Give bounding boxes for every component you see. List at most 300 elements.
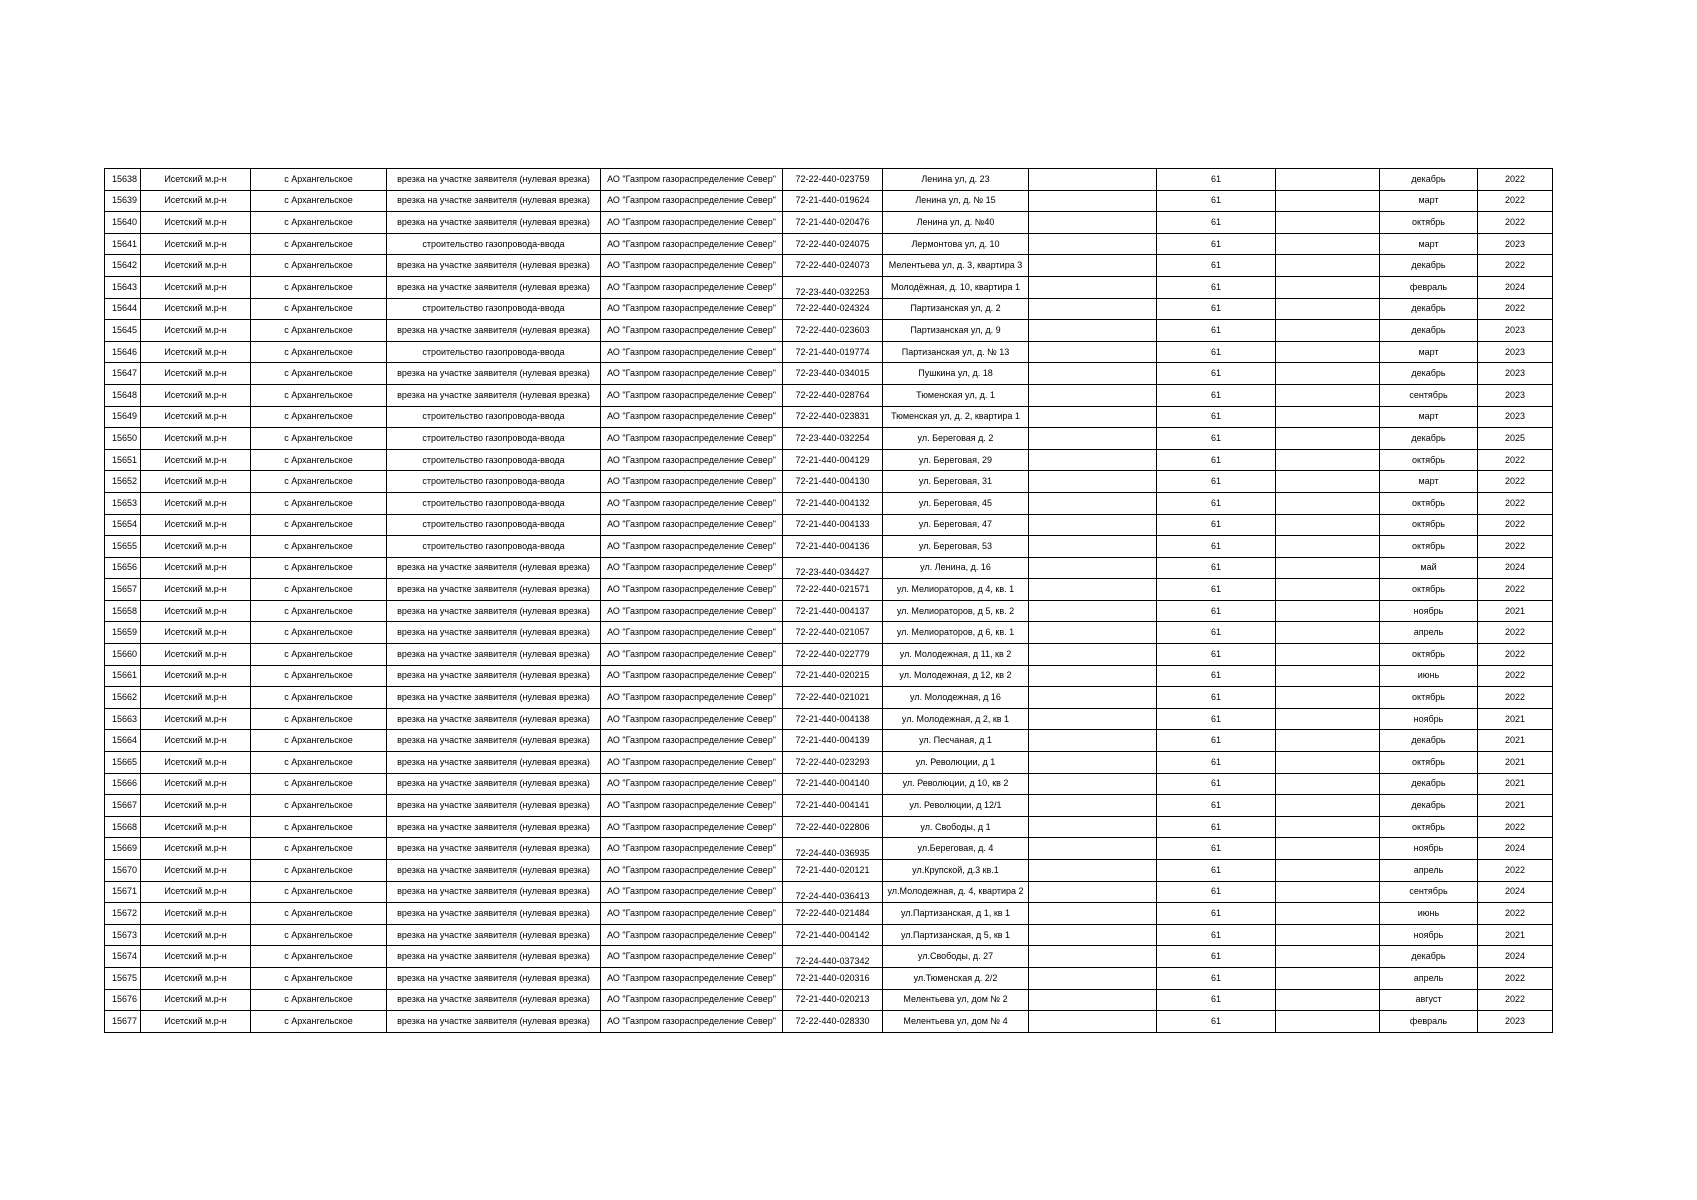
month-cell: декабрь [1380,773,1478,795]
work-type-cell: врезка на участке заявителя (нулевая врезка) [387,384,601,406]
work-type-cell: врезка на участке заявителя (нулевая врезка) [387,773,601,795]
number-cell: 61 [1157,838,1276,860]
table-row [105,514,1553,536]
organization-cell: АО "Газпром газораспределение Север" [601,622,783,644]
number-cell: 61 [1157,471,1276,493]
settlement-cell: с Архангельское [251,881,387,903]
number-cell: 61 [1157,428,1276,450]
month-cell: апрель [1380,860,1478,882]
empty-cell [1276,600,1380,622]
empty-cell [1276,946,1380,968]
cadastral-code-text: 72-24-440-036935 [795,848,870,859]
organization-cell: АО "Газпром газораспределение Север" [601,579,783,601]
organization-cell: АО "Газпром газораспределение Север" [601,773,783,795]
organization-cell: АО "Газпром газораспределение Север" [601,384,783,406]
organization-cell: АО "Газпром газораспределение Север" [601,363,783,385]
work-type-cell: строительство газопровода-ввода [387,514,601,536]
empty-cell [1276,449,1380,471]
number-cell: 61 [1157,1011,1276,1033]
year-cell: 2022 [1478,449,1553,471]
empty-cell [1276,838,1380,860]
number-cell: 61 [1157,622,1276,644]
empty-cell [1276,169,1380,191]
row-id-cell: 15648 [105,384,141,406]
month-cell: октябрь [1380,579,1478,601]
cadastral-code-cell: 72-21-440-004139 [783,730,883,752]
organization-cell: АО "Газпром газораспределение Север" [601,212,783,234]
work-type-cell: врезка на участке заявителя (нулевая врезка) [387,881,601,903]
address-cell: ул. Мелиораторов, д 6, кв. 1 [883,622,1029,644]
empty-cell [1029,579,1157,601]
empty-cell [1276,341,1380,363]
settlement-cell: с Архангельское [251,773,387,795]
district-cell: Исетский м.р-н [141,363,251,385]
number-cell: 61 [1157,276,1276,298]
settlement-cell: с Архангельское [251,860,387,882]
empty-cell [1029,989,1157,1011]
number-cell: 61 [1157,341,1276,363]
district-cell: Исетский м.р-н [141,514,251,536]
settlement-cell: с Архангельское [251,730,387,752]
table-row [105,622,1553,644]
empty-cell [1276,816,1380,838]
table-row [105,1011,1553,1033]
work-type-cell: врезка на участке заявителя (нулевая врезка) [387,967,601,989]
address-cell: ул.Свободы, д. 27 [883,946,1029,968]
month-cell: сентябрь [1380,384,1478,406]
organization-cell: АО "Газпром газораспределение Север" [601,471,783,493]
number-cell: 61 [1157,190,1276,212]
empty-cell [1029,708,1157,730]
address-cell: ул. Свободы, д 1 [883,816,1029,838]
cadastral-code-cell: 72-21-440-020121 [783,860,883,882]
cadastral-code-cell: 72-21-440-004130 [783,471,883,493]
month-cell: октябрь [1380,644,1478,666]
month-cell: декабрь [1380,795,1478,817]
address-cell: ул.Крупской, д.3 кв.1 [883,860,1029,882]
number-cell: 61 [1157,406,1276,428]
cadastral-code-text: 72-24-440-036413 [795,891,870,902]
number-cell: 61 [1157,860,1276,882]
empty-cell [1029,492,1157,514]
table-row [105,320,1553,342]
cadastral-code-cell: 72-22-440-021571 [783,579,883,601]
month-cell: декабрь [1380,730,1478,752]
settlement-cell: с Архангельское [251,471,387,493]
row-id-cell: 15640 [105,212,141,234]
address-cell: ул. Молодежная, д 12, кв 2 [883,665,1029,687]
empty-cell [1276,471,1380,493]
organization-cell: АО "Газпром газораспределение Север" [601,298,783,320]
cadastral-code-cell: 72-23-440-032254 [783,428,883,450]
table-row [105,795,1553,817]
cadastral-code-cell: 72-21-440-004140 [783,773,883,795]
address-cell: ул. Береговая д. 2 [883,428,1029,450]
work-type-cell: врезка на участке заявителя (нулевая врезка) [387,665,601,687]
year-cell: 2024 [1478,557,1553,579]
organization-cell: АО "Газпром газораспределение Север" [601,730,783,752]
address-cell: Пушкина ул, д. 18 [883,363,1029,385]
month-cell: ноябрь [1380,708,1478,730]
year-cell: 2021 [1478,924,1553,946]
district-cell: Исетский м.р-н [141,579,251,601]
district-cell: Исетский м.р-н [141,255,251,277]
cadastral-code-cell: 72-22-440-024073 [783,255,883,277]
district-cell: Исетский м.р-н [141,924,251,946]
work-type-cell: врезка на участке заявителя (нулевая врезка) [387,579,601,601]
row-id-cell: 15676 [105,989,141,1011]
empty-cell [1029,471,1157,493]
work-type-cell: строительство газопровода-ввода [387,233,601,255]
month-cell: декабрь [1380,363,1478,385]
month-cell: октябрь [1380,687,1478,709]
row-id-cell: 15670 [105,860,141,882]
cadastral-code-cell: 72-22-440-023759 [783,169,883,191]
empty-cell [1276,514,1380,536]
empty-cell [1276,1011,1380,1033]
address-cell: ул.Партизанская, д 5, кв 1 [883,924,1029,946]
row-id-cell: 15642 [105,255,141,277]
number-cell: 61 [1157,255,1276,277]
address-cell: Ленина ул, д. № 15 [883,190,1029,212]
month-cell: декабрь [1380,255,1478,277]
year-cell: 2024 [1478,881,1553,903]
work-type-cell: врезка на участке заявителя (нулевая врезка) [387,212,601,234]
table-row [105,752,1553,774]
district-cell: Исетский м.р-н [141,946,251,968]
address-cell: ул. Молодежная, д 16 [883,687,1029,709]
year-cell: 2023 [1478,1011,1553,1033]
row-id-cell: 15656 [105,557,141,579]
settlement-cell: с Архангельское [251,795,387,817]
row-id-cell: 15675 [105,967,141,989]
cadastral-code-cell: 72-21-440-020316 [783,967,883,989]
row-id-cell: 15662 [105,687,141,709]
year-cell: 2022 [1478,644,1553,666]
organization-cell: АО "Газпром газораспределение Север" [601,752,783,774]
table-row [105,255,1553,277]
empty-cell [1029,644,1157,666]
table-row [105,471,1553,493]
settlement-cell: с Архангельское [251,687,387,709]
settlement-cell: с Архангельское [251,924,387,946]
settlement-cell: с Архангельское [251,838,387,860]
organization-cell: АО "Газпром газораспределение Север" [601,967,783,989]
organization-cell: АО "Газпром газораспределение Север" [601,428,783,450]
settlement-cell: с Архангельское [251,536,387,558]
empty-cell [1029,600,1157,622]
cadastral-code-cell: 72-22-440-021057 [783,622,883,644]
work-type-cell: врезка на участке заявителя (нулевая врезка) [387,169,601,191]
settlement-cell: с Архангельское [251,967,387,989]
empty-cell [1029,320,1157,342]
row-id-cell: 15666 [105,773,141,795]
month-cell: октябрь [1380,449,1478,471]
organization-cell: АО "Газпром газораспределение Север" [601,795,783,817]
year-cell: 2023 [1478,363,1553,385]
organization-cell: АО "Газпром газораспределение Север" [601,946,783,968]
year-cell: 2024 [1478,838,1553,860]
empty-cell [1029,924,1157,946]
number-cell: 61 [1157,212,1276,234]
table-row [105,190,1553,212]
year-cell: 2022 [1478,471,1553,493]
district-cell: Исетский м.р-н [141,687,251,709]
settlement-cell: с Архангельское [251,190,387,212]
district-cell: Исетский м.р-н [141,492,251,514]
empty-cell [1029,363,1157,385]
empty-cell [1029,730,1157,752]
row-id-cell: 15677 [105,1011,141,1033]
number-cell: 61 [1157,644,1276,666]
district-cell: Исетский м.р-н [141,622,251,644]
address-cell: ул. Береговая, 29 [883,449,1029,471]
work-type-cell: врезка на участке заявителя (нулевая врезка) [387,1011,601,1033]
table-row [105,233,1553,255]
organization-cell: АО "Газпром газораспределение Север" [601,320,783,342]
settlement-cell: с Архангельское [251,989,387,1011]
work-type-cell: строительство газопровода-ввода [387,428,601,450]
empty-cell [1029,773,1157,795]
month-cell: ноябрь [1380,924,1478,946]
empty-cell [1276,579,1380,601]
district-cell: Исетский м.р-н [141,773,251,795]
organization-cell: АО "Газпром газораспределение Север" [601,708,783,730]
empty-cell [1029,967,1157,989]
organization-cell: АО "Газпром газораспределение Север" [601,255,783,277]
address-cell: ул.Береговая, д. 4 [883,838,1029,860]
table-row [105,816,1553,838]
row-id-cell: 15664 [105,730,141,752]
month-cell: октябрь [1380,536,1478,558]
row-id-cell: 15657 [105,579,141,601]
empty-cell [1276,773,1380,795]
empty-cell [1276,795,1380,817]
settlement-cell: с Архангельское [251,428,387,450]
address-cell: ул.Молодежная, д. 4, квартира 2 [883,881,1029,903]
table-row [105,730,1553,752]
row-id-cell: 15645 [105,320,141,342]
year-cell: 2023 [1478,233,1553,255]
settlement-cell: с Архангельское [251,665,387,687]
district-cell: Исетский м.р-н [141,341,251,363]
organization-cell: АО "Газпром газораспределение Север" [601,1011,783,1033]
cadastral-code-cell [783,946,883,968]
cadastral-code-cell: 72-22-440-023293 [783,752,883,774]
year-cell: 2022 [1478,622,1553,644]
year-cell: 2023 [1478,384,1553,406]
work-type-cell: врезка на участке заявителя (нулевая врезка) [387,600,601,622]
number-cell: 61 [1157,514,1276,536]
cadastral-code-cell: 72-22-440-021484 [783,903,883,925]
empty-cell [1276,752,1380,774]
address-cell: Мелентьева ул, дом № 4 [883,1011,1029,1033]
empty-cell [1029,838,1157,860]
year-cell: 2022 [1478,298,1553,320]
empty-cell [1029,341,1157,363]
table-row [105,708,1553,730]
district-cell: Исетский м.р-н [141,276,251,298]
work-type-cell: строительство газопровода-ввода [387,492,601,514]
cadastral-code-cell: 72-23-440-034015 [783,363,883,385]
cadastral-code-cell: 72-21-440-020213 [783,989,883,1011]
empty-cell [1276,384,1380,406]
organization-cell: АО "Газпром газораспределение Север" [601,816,783,838]
settlement-cell: с Архангельское [251,752,387,774]
empty-cell [1029,233,1157,255]
address-cell: Лермонтова ул, д. 10 [883,233,1029,255]
table-row [105,946,1553,968]
settlement-cell: с Архангельское [251,449,387,471]
empty-cell [1276,967,1380,989]
month-cell: октябрь [1380,212,1478,234]
organization-cell: АО "Газпром газораспределение Север" [601,169,783,191]
settlement-cell: с Архангельское [251,644,387,666]
organization-cell: АО "Газпром газораспределение Север" [601,190,783,212]
address-cell: ул. Береговая, 53 [883,536,1029,558]
address-cell: ул. Береговая, 31 [883,471,1029,493]
work-type-cell: строительство газопровода-ввода [387,341,601,363]
row-id-cell: 15647 [105,363,141,385]
number-cell: 61 [1157,967,1276,989]
address-cell: ул. Мелиораторов, д 5, кв. 2 [883,600,1029,622]
table-row [105,924,1553,946]
district-cell: Исетский м.р-н [141,708,251,730]
cadastral-code-cell: 72-22-440-024075 [783,233,883,255]
year-cell: 2022 [1478,169,1553,191]
month-cell: ноябрь [1380,600,1478,622]
row-id-cell: 15643 [105,276,141,298]
empty-cell [1029,449,1157,471]
row-id-cell: 15654 [105,514,141,536]
cadastral-code-cell: 72-21-440-004141 [783,795,883,817]
empty-cell [1029,190,1157,212]
organization-cell: АО "Газпром газораспределение Север" [601,989,783,1011]
empty-cell [1029,428,1157,450]
address-cell: Тюменская ул, д. 2, квартира 1 [883,406,1029,428]
empty-cell [1029,255,1157,277]
empty-cell [1029,881,1157,903]
district-cell: Исетский м.р-н [141,903,251,925]
row-id-cell: 15672 [105,903,141,925]
year-cell: 2022 [1478,579,1553,601]
work-type-cell: врезка на участке заявителя (нулевая врезка) [387,320,601,342]
year-cell: 2024 [1478,276,1553,298]
number-cell: 61 [1157,903,1276,925]
row-id-cell: 15663 [105,708,141,730]
table-row [105,212,1553,234]
work-type-cell: строительство газопровода-ввода [387,406,601,428]
month-cell: октябрь [1380,752,1478,774]
work-type-cell: врезка на участке заявителя (нулевая врезка) [387,190,601,212]
row-id-cell: 15641 [105,233,141,255]
month-cell: октябрь [1380,514,1478,536]
year-cell: 2022 [1478,514,1553,536]
work-type-cell: врезка на участке заявителя (нулевая врезка) [387,946,601,968]
month-cell: май [1380,557,1478,579]
cadastral-code-cell [783,276,883,298]
number-cell: 61 [1157,708,1276,730]
work-type-cell: врезка на участке заявителя (нулевая врезка) [387,816,601,838]
empty-cell [1029,514,1157,536]
empty-cell [1276,665,1380,687]
empty-cell [1276,190,1380,212]
year-cell: 2022 [1478,687,1553,709]
cadastral-code-cell: 72-22-440-028764 [783,384,883,406]
empty-cell [1276,708,1380,730]
number-cell: 61 [1157,536,1276,558]
address-cell: ул. Революции, д 12/1 [883,795,1029,817]
month-cell: декабрь [1380,946,1478,968]
work-type-cell: врезка на участке заявителя (нулевая врезка) [387,687,601,709]
cadastral-code-cell: 72-22-440-021021 [783,687,883,709]
district-cell: Исетский м.р-н [141,428,251,450]
month-cell: февраль [1380,276,1478,298]
cadastral-code-cell: 72-22-440-022806 [783,816,883,838]
organization-cell: АО "Газпром газораспределение Север" [601,665,783,687]
row-id-cell: 15669 [105,838,141,860]
table-row [105,773,1553,795]
settlement-cell: с Архангельское [251,816,387,838]
organization-cell: АО "Газпром газораспределение Север" [601,449,783,471]
district-cell: Исетский м.р-н [141,644,251,666]
district-cell: Исетский м.р-н [141,665,251,687]
empty-cell [1276,233,1380,255]
number-cell: 61 [1157,363,1276,385]
table-row [105,665,1553,687]
number-cell: 61 [1157,233,1276,255]
cadastral-code-cell: 72-21-440-019774 [783,341,883,363]
table-row [105,881,1553,903]
empty-cell [1276,644,1380,666]
work-type-cell: строительство газопровода-ввода [387,449,601,471]
address-cell: ул.Партизанская, д 1, кв 1 [883,903,1029,925]
organization-cell: АО "Газпром газораспределение Север" [601,557,783,579]
address-cell: Партизанская ул, д. 2 [883,298,1029,320]
year-cell: 2023 [1478,320,1553,342]
cadastral-code-cell [783,838,883,860]
cadastral-code-cell: 72-22-440-028330 [783,1011,883,1033]
empty-cell [1029,903,1157,925]
table-row [105,169,1553,191]
year-cell: 2022 [1478,967,1553,989]
year-cell: 2022 [1478,989,1553,1011]
work-type-cell: строительство газопровода-ввода [387,471,601,493]
empty-cell [1029,752,1157,774]
empty-cell [1276,212,1380,234]
year-cell: 2021 [1478,600,1553,622]
organization-cell: АО "Газпром газораспределение Север" [601,687,783,709]
number-cell: 61 [1157,665,1276,687]
settlement-cell: с Архангельское [251,622,387,644]
settlement-cell: с Архангельское [251,363,387,385]
year-cell: 2025 [1478,428,1553,450]
row-id-cell: 15673 [105,924,141,946]
cadastral-code-cell: 72-22-440-022779 [783,644,883,666]
organization-cell: АО "Газпром газораспределение Север" [601,406,783,428]
month-cell: февраль [1380,1011,1478,1033]
cadastral-code-cell: 72-21-440-004129 [783,449,883,471]
district-cell: Исетский м.р-н [141,169,251,191]
district-cell: Исетский м.р-н [141,190,251,212]
empty-cell [1029,687,1157,709]
row-id-cell: 15658 [105,600,141,622]
month-cell: март [1380,341,1478,363]
year-cell: 2021 [1478,730,1553,752]
empty-cell [1276,320,1380,342]
district-cell: Исетский м.р-н [141,860,251,882]
cadastral-code-text: 72-23-440-032253 [795,286,870,297]
